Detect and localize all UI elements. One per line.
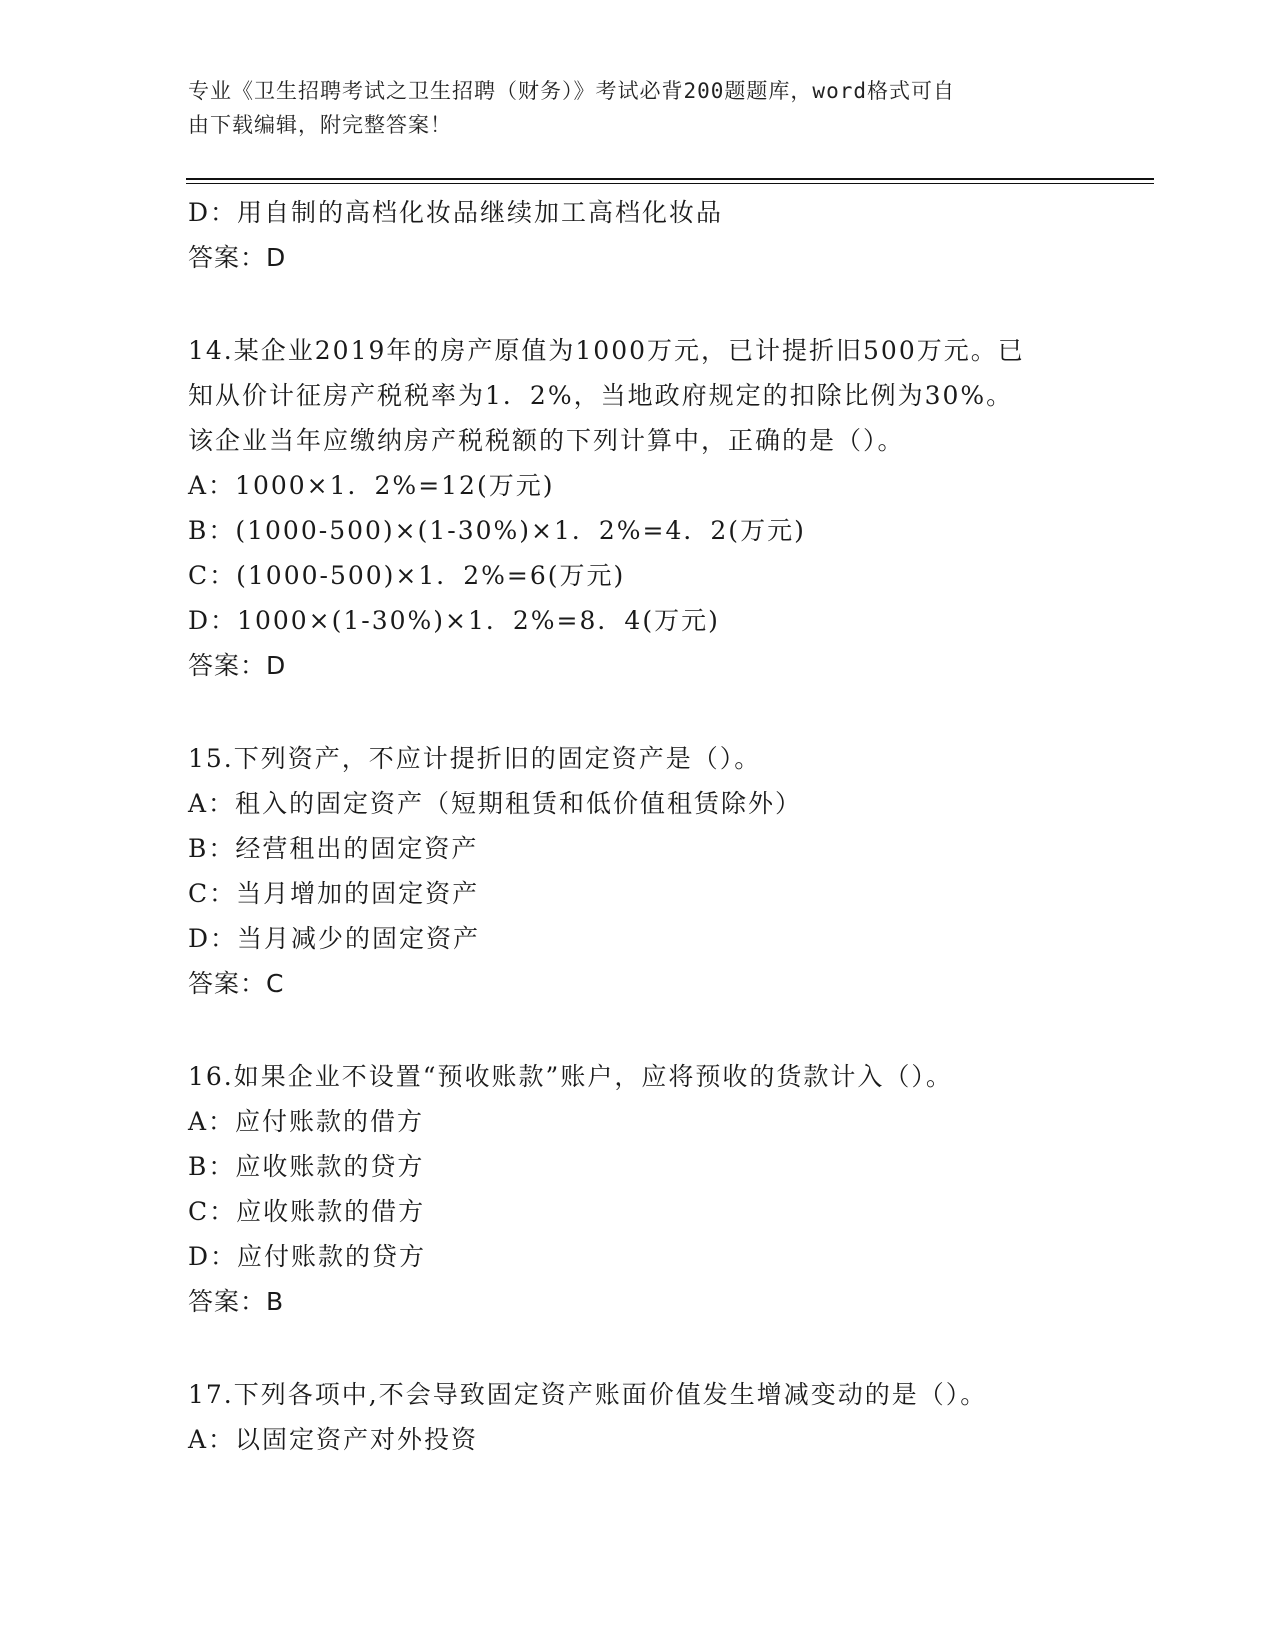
spacer bbox=[188, 1324, 1108, 1372]
q15-answer: 答案：C bbox=[188, 969, 285, 998]
question-17 bbox=[188, 1372, 1108, 1462]
q15-option-d: D：当月减少的固定资产 bbox=[188, 924, 481, 953]
question-13 bbox=[188, 190, 1108, 280]
q16-option-c: C：应收账款的借方 bbox=[188, 1197, 426, 1226]
q13-option-d: D：用自制的高档化妆品继续加工高档化妆品 bbox=[188, 198, 724, 227]
header-line-2: 由下载编辑，附完整答案！ bbox=[188, 113, 452, 137]
q17-option-a: A：以固定资产对外投资 bbox=[188, 1425, 479, 1454]
header-divider-thick bbox=[186, 178, 1154, 180]
header-divider-thin bbox=[186, 183, 1154, 184]
q14-stem-line-3: 该企业当年应缴纳房产税税额的下列计算中，正确的是（）。 bbox=[188, 426, 905, 455]
question-16 bbox=[188, 1054, 1108, 1324]
q16-option-a: A：应付账款的借方 bbox=[188, 1107, 425, 1136]
q15-option-a: A：租入的固定资产（短期租赁和低价值租赁除外） bbox=[188, 789, 803, 818]
q14-stem-line-1: 14.某企业2019年的房产原值为1000万元，已计提折旧500万元。已 bbox=[188, 336, 1025, 365]
question-14 bbox=[188, 328, 1108, 688]
spacer bbox=[188, 1006, 1108, 1054]
q14-option-a: A：1000×1．2%=12(万元) bbox=[188, 471, 555, 500]
q14-option-b: B：(1000-500)×(1-30%)×1．2%=4．2(万元) bbox=[188, 516, 806, 545]
q16-option-b: B：应收账款的贷方 bbox=[188, 1152, 425, 1181]
spacer bbox=[188, 280, 1108, 328]
header-line-1: 专业《卫生招聘考试之卫生招聘（财务）》考试必背200题题库，word格式可自 bbox=[188, 79, 955, 103]
question-list bbox=[188, 190, 1108, 1462]
q14-stem-line-2: 知从价计征房产税税率为1．2%，当地政府规定的扣除比例为30%。 bbox=[188, 381, 1014, 410]
q14-option-d: D：1000×(1-30%)×1．2%=8．4(万元) bbox=[188, 606, 720, 635]
q15-stem: 15.下列资产，不应计提折旧的固定资产是（）。 bbox=[188, 744, 762, 773]
spacer bbox=[188, 688, 1108, 736]
q14-option-c: C：(1000-500)×1．2%=6(万元) bbox=[188, 561, 626, 590]
q17-stem: 17.下列各项中,不会导致固定资产账面价值发生增减变动的是（）。 bbox=[188, 1380, 988, 1409]
document-header bbox=[188, 74, 1068, 142]
question-15 bbox=[188, 736, 1108, 1006]
q15-option-b: B：经营租出的固定资产 bbox=[188, 834, 479, 863]
q16-stem: 16.如果企业不设置“预收账款”账户，应将预收的货款计入（）。 bbox=[188, 1062, 953, 1091]
q14-answer: 答案：D bbox=[188, 651, 287, 680]
q16-answer: 答案：B bbox=[188, 1287, 285, 1316]
q15-option-c: C：当月增加的固定资产 bbox=[188, 879, 480, 908]
q13-answer: 答案：D bbox=[188, 243, 287, 272]
q16-option-d: D：应付账款的贷方 bbox=[188, 1242, 427, 1271]
